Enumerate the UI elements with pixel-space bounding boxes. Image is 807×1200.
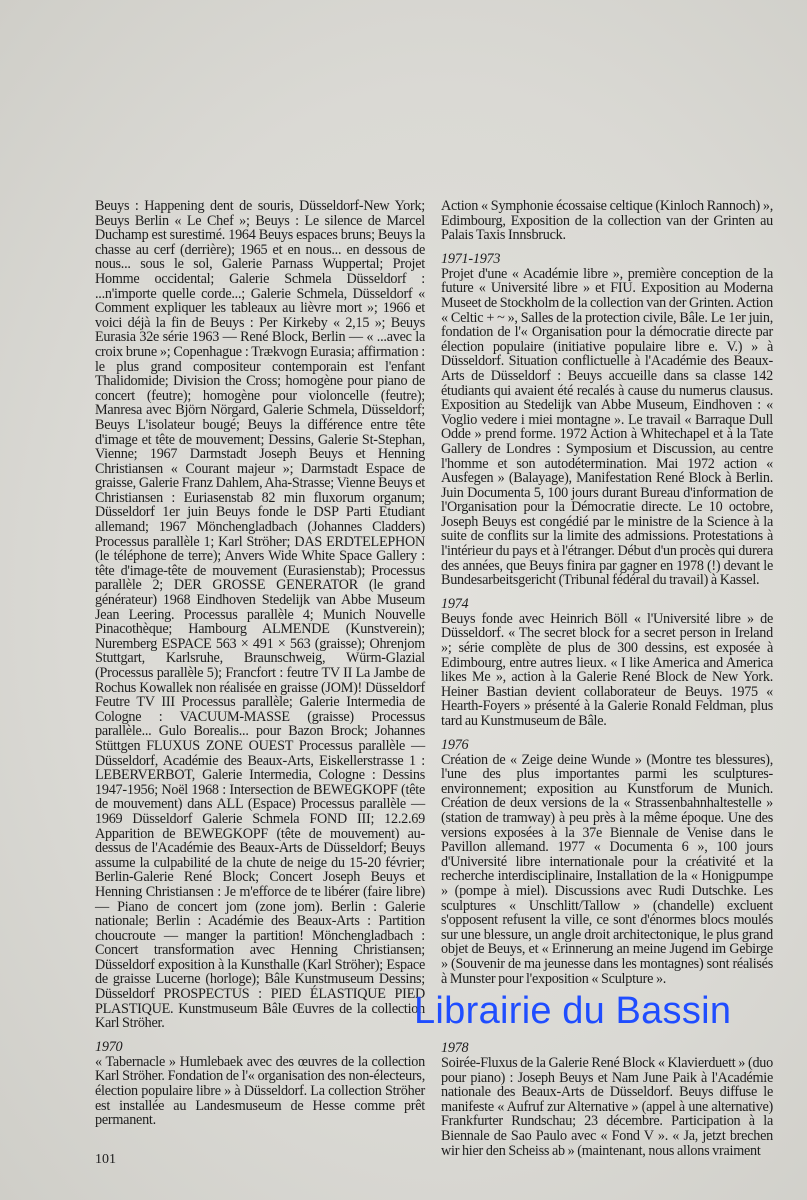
year-heading: 1970 (95, 1038, 123, 1055)
chronology-paragraph: Beuys : Happening dent de souris, Düsseldorf-New York; Beuys Berlin « Le Chef »; Beuys : Le silence de Marcel Duchamp est surestimé. 1964 Beuys espaces bruns; Beuys la chasse au cerf (derrière); 1965 et en nous... en dessous de nous... sous le sol, Galerie Parnass Wuppertal; Projet Homme occidental; Galerie Schmela Düsseldorf : ...n'importe quelle corde...; Galerie Schmela, Düsseldorf « Comment expliquer les tableaux au lièvre mort »; 1966 et voici déjà la fin de Beuys : Per Kirkeby « 2,15 »; Beuys Eurasia 32e série 1963 — René Block, Berlin — « ...avec la croix brune »; Copenhague : Trækvogn Eurasia; affirmation : le plus grand compositeur contemporain est l'enfant Thalidomide; Division the Cross; homogène pour piano de concert (feutre); homogène pour violoncelle (feutre); Manresa avec Björn Nörgard, Galerie Schmela, Düsseldorf; Beuys L'isolateur bougé; Beuys la différence entre tête d'image et tête de mouvement; Dessins, Galerie St-Stephan, Vienne; 1967 Darmstadt Joseph Beuys et Henning Christiansen « Courant majeur »; Darmstadt Espace de graisse, Galerie Franz Dahlem, Aha-Strasse; Vienne Beuys et Christiansen : Euriasenstab 82 min fluxorum organum; Düsseldorf 1er juin Beuys fonde le DSP Parti Etudiant allemand; 1967 Mönchengladbach (Johannes Cladders) Processus parallèle 1; Karl Ströher; DAS ERDTELEPHON (le téléphone de terre); Anvers Wide White Space Gallery : tête d'image-tête de mouvement (Eurasienstab); Processus parallèle 2; DER GROSSE GENERATOR (le grand générateur) 1968 Eindhoven Stedelijk van Abbe Museum Jean Leering. Processus parallèle 4; Munich Nouvelle Pinacothèque; Hambourg ALMENDE (Kunstverein); Nuremberg ESPACE 563 × 491 × 563 (graisse); Ohrenjom Stuttgart, Karlsruhe, Braunschweig, Würm-Glazial (Processus parallèle 5); Francfort : feutre TV II La Jambe de Rochus Kowallek non réalisée en graisse (JOM)! Düsseldorf Feutre TV III Processus parallèle; Galerie Intermedia de Cologne : VACUUM-MASSE (graisse) Processus parallèle... Gulo Borealis... pour Bazon Brock; Johannes Stüttgen FLUXUS ZONE OUEST Processus parallèle — Düsseldorf, Académie des Beaux-Arts, Eiskellerstrasse 1 : LEBERVERBOT, Galerie Intermedia, Cologne : Dessins 1947-1956; Noël 1968 : Intersection de BEWEGKOPF (tête de mouvement) dans ALL (Espace) Processus parallèle — 1969 Düsseldorf Galerie Schmela FOND III; 12.2.69 Apparition de BEWEGKOPF (tête de mouvement) au-dessus de l'Académie des Beaux-Arts de Düsseldorf; Beuys assume la culpabilité de la chute de neige du 15-20 février; Berlin-Galerie René Block; Concert Joseph Beuys et Henning Christiansen : Je m'efforce de te libérer (faire libre) — Piano de concert jom (zone jom). Berlin : Galerie nationale; Berlin : Académie des Beaux-Arts : Partition choucroute — manger la partition! Mönchengladbach : Concert transformation avec Henning Christiansen; Düsseldorf exposition à la Kunsthalle (Karl Ströher); Espace de graisse Lucerne (horloge); Bâle Kunstmuseum Dessins; Düsseldorf PROSPECTUS : PIED ÉLASTIQUE PIED PLASTIQUE. Kunstmuseum Bâle Œuvres de la collection Karl Ströher. (95, 198, 425, 1032)
chronology-paragraph: « Tabernacle » Humlebaek avec des œuvres de la collection Karl Ströher. Fondation de l'« organisation des non-électeurs, élection populaire libre » à Düsseldorf. La collection Ströher est installée au Landesmuseum de Hesse comme prêt permanent. (95, 1053, 425, 1129)
year-heading: 1976 (441, 736, 469, 753)
left-column (95, 199, 425, 1168)
year-heading: 1971-1973 (441, 250, 501, 267)
chronology-paragraph: Beuys fonde avec Heinrich Böll « l'Université libre » de Düsseldorf. « The secret block for a secret person in Ireland »; série complète de plus de 300 dessins, est exposée à Edimbourg, entre autres lieux. « I like America and America likes Me », action à la Galerie René Block de New York. Heiner Bastian devient collaborateur de Beuys. 1975 « Hearth-Foyers » présenté à la Galerie Ronald Feldman, plus tard au Kunstmuseum de Bâle. (441, 610, 773, 729)
chronology-paragraph: Action « Symphonie écossaise celtique (Kinloch Rannoch) », Edimbourg, Exposition de la collection van der Grinten au Palais Taxis Innsbruck. (441, 198, 773, 244)
chronology-paragraph: Création de « Zeige deine Wunde » (Montre tes blessures), l'une des plus importantes parmi les sculptures-environnement; exposition au Kunstforum de Munich. Création de deux versions de la « Strassenbahnhaltestelle » (station de tramway) à peu près à la même époque. Une des versions exposées à la 37e Biennale de Venise dans le Pavillon allemand. 1977 « Documenta 6 », 100 jours d'Université libre internationale pour la créativité et la recherche interdisciplinaire, Installation de la « Honigpumpe » (pompe à miel). Discussions avec Rudi Dutschke. Les sculptures « Unschlitt/Tallow » (chandelle) excluent s'opposent refusent la ville, ce sont d'énormes blocs moulés sur une blessure, un angle droit architectonique, le plus grand objet de Beuys, et « Erinnerung an meine Jugend im Gebirge » (Souvenir de ma jeunesse dans les montagnes) sont réalisés à Munster pour l'exposition « Sculpture ». (441, 751, 773, 987)
chronology-paragraph: Soirée-Fluxus de la Galerie René Block « Klavierduett » (duo pour piano) : Joseph Beuys et Nam June Paik à l'Académie nationale des Beaux-Arts de Düsseldorf. Beuys diffuse le manifeste « Aufruf zur Alternative » (appel à une alternative) Frankfurter Rundschau; 23 décembre. Participation à la Biennale de Sao Paulo avec « Fond V ». « Ja, jetzt brechen wir hier den Scheiss ab » (maintenant, nous allons vraiment (441, 1055, 773, 1159)
page-number: 101 (95, 1151, 116, 1167)
right-column (414, 198, 773, 1159)
watermark: Librairie du Bassin (414, 990, 732, 1033)
year-heading: 1978 (441, 1040, 469, 1057)
chronology-paragraph: Projet d'une « Académie libre », première conception de la future « Université libre » et FIU. Exposition au Moderna Museet de Stockholm de la collection van der Grinten. Action « Celtic + ~ », Salles de la protection civile, Bâle. Le 1er juin, fondation de l'« Organisation pour la démocratie directe par élection populaire (initiative populaire libre e. V.) » à Düsseldorf. Situation conflictuelle à l'Académie des Beaux-Arts de Düsseldorf : Beuys accueille dans sa classe 142 étudiants qui avaient été recalés à cause du numerus clausus. Exposition au Stedelijk van Abbe Museum, Eindhoven : « Voglio vedere i miei montagne ». Le travail « Barraque Dull Odde » prend forme. 1972 Action à Whitechapel et à la Tate Gallery de Londres : Symposium et Discussion, au centre l'homme et son autodétermination. Mai 1972 action « Ausfegen » (Balayage), Manifestation René Block à Berlin. Juin Documenta 5, 100 jours durant Bureau d'information de l'Organisation pour la Démocratie directe. Le 10 octobre, Joseph Beuys est congédié par le ministre de la Science à la suite de conflits sur la limite des admissions. Protestations à l'intérieur du pays et à l'étranger. Début d'un procès qui durera des années, que Beuys finira par gagner en 1978 (!) devant le Bundesarbeitsgericht (Tribunal fédéral du travail) à Kassel. (441, 265, 773, 589)
year-heading: 1974 (441, 595, 469, 612)
